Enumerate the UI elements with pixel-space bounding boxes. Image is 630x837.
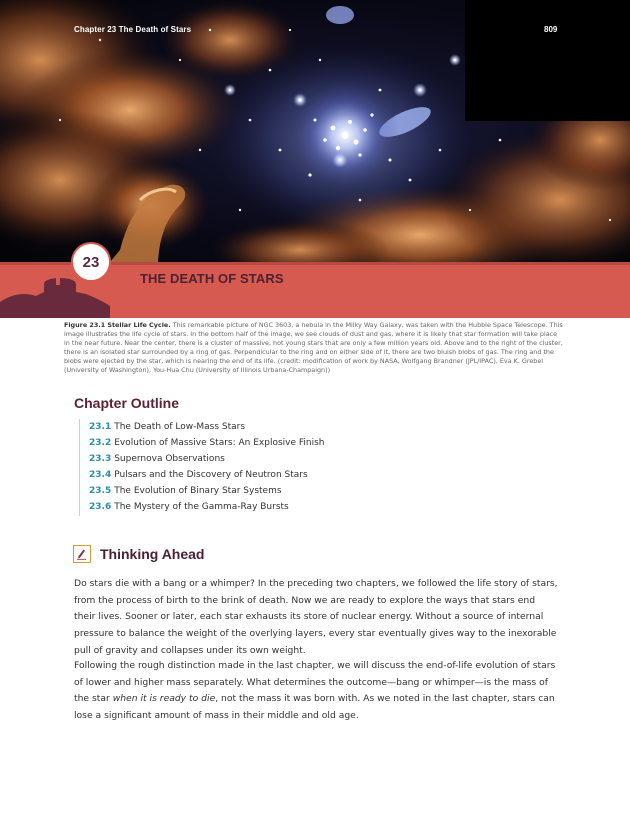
outline-item-title[interactable]: Evolution of Massive Stars: An Explosive Finish xyxy=(114,438,325,449)
outline-item-number[interactable]: 23.5 xyxy=(89,486,112,497)
page-number: 809 xyxy=(544,25,558,34)
chapter-outline-heading: Chapter Outline xyxy=(74,395,180,411)
chapter-title: THE DEATH OF STARS xyxy=(140,271,284,286)
outline-item-title[interactable]: Supernova Observations xyxy=(114,454,225,465)
chapter-number-badge: 23 xyxy=(71,242,111,282)
body-paragraph xyxy=(74,658,558,725)
outline-item[interactable] xyxy=(89,419,325,435)
outline-item[interactable] xyxy=(89,467,325,483)
paragraph-text: , not the mass it was born with. As we noted in the last chapter, stars can lose a significant amount of mass in their middle and old age. xyxy=(74,693,555,722)
pencil-icon xyxy=(73,545,91,563)
outline-item-number[interactable]: 23.3 xyxy=(89,454,112,465)
chapter-outline-list xyxy=(79,419,325,516)
outline-item[interactable] xyxy=(89,499,325,515)
figure-caption-text: This remarkable picture of NGC 3603, a nebula in the Milky Way Galaxy, was taken with the Hubble Space Telescope. This image illustrates the life cycle of stars. In the bottom half of the image, we see clouds of dust and gas, where it is likely that star formation will take place in the near future. Near the center, there is a cluster of massive, hot young stars that are only a few million years old. Above and to the right of the cluster, there is an isolated star surrounded by a ring of gas. Perpendicular to the ring and on either side of it, there are two bluish blobs of gas. The ring and the blobs were ejected by the star, which is nearing the end of its life. (credit: modification of work by NASA, Wolfgang Brandner (JPL/IPAC), Eva K. Grebel (University of Washington), You-Hua Chu (University of Illinois Urbana-Champaign)) xyxy=(64,321,563,374)
outline-item-title[interactable]: The Mystery of the Gamma-Ray Bursts xyxy=(114,502,289,513)
outline-item-title[interactable]: The Death of Low-Mass Stars xyxy=(114,422,246,432)
black-corner-block xyxy=(465,0,630,121)
outline-item[interactable] xyxy=(89,451,325,467)
thinking-ahead-heading: Thinking Ahead xyxy=(100,546,205,562)
outline-item-number[interactable]: 23.6 xyxy=(89,502,112,513)
outline-item[interactable] xyxy=(89,435,325,451)
outline-item-number[interactable]: 23.4 xyxy=(89,470,112,481)
paragraph-text: Following the rough distinction made in the last chapter, we will discuss the end-of-life evolution of stars of lower and higher mass separately. What determines the outcome—bang or whimper—is the mass of the star xyxy=(74,660,556,705)
outline-item-title[interactable]: The Evolution of Binary Star Systems xyxy=(114,486,282,497)
outline-item-title[interactable]: Pulsars and the Discovery of Neutron Stars xyxy=(114,470,308,481)
outline-item[interactable] xyxy=(89,483,325,499)
figure-caption xyxy=(64,321,564,374)
figure-label: Figure 23.1 Stellar Life Cycle. xyxy=(64,321,171,329)
emphasized-text: when it is ready to die xyxy=(112,693,216,705)
outline-item-number[interactable]: 23.2 xyxy=(89,438,112,449)
running-head: Chapter 23 The Death of Stars xyxy=(74,25,192,34)
outline-item-number[interactable]: 23.1 xyxy=(89,422,112,432)
body-paragraph: Do stars die with a bang or a whimper? In the preceding two chapters, we followed the life story of stars, from the process of birth to the brink of death. Now we are ready to explore the ways that stars end their lives. Sooner or later, each star exhausts its store of nuclear energy. Without a source of internal pressure to balance the weight of the overlying layers, every star eventually gives way to the inexorable pull of gravity and collapses under its own weight. xyxy=(74,578,558,656)
